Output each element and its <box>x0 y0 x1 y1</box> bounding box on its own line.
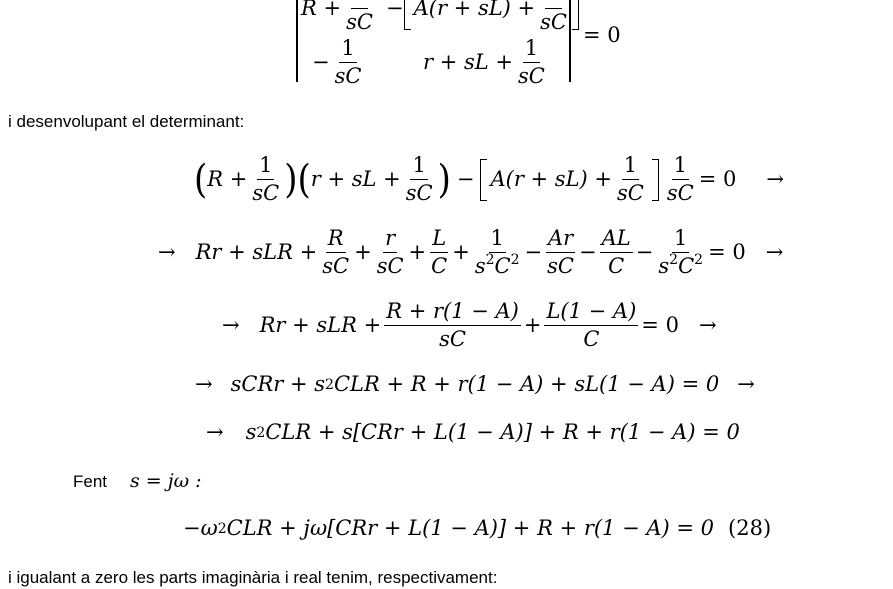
substitution-s-jw: s = jω : <box>130 470 202 492</box>
det-r1c1: R + sC <box>301 0 378 33</box>
label-fent: Fent <box>73 472 108 491</box>
det-r2c1: − $\frac{1}{sC}$ <box>312 36 362 88</box>
paragraph-desenvolupant: i desenvolupant el determinant: <box>8 112 245 131</box>
equation-expanded-5: → s 2 CLR + s[CRr + L(1 − A)] + R + r(1 − A) = 0 <box>206 420 740 444</box>
equation-expanded-4: → sCRr + s 2 CLR + R + r(1 − A) + sL(1 − A) = 0 → <box>195 372 755 396</box>
determinant-left-bar <box>296 0 298 82</box>
det-r1c2: − A(r + sL) + sC <box>386 0 582 33</box>
equation-expanded-1: ( R + $\frac{1}{sC}$ ) ( r + sL + $\frac{1}{sC}$ ) − A(r + sL) + $\frac{1}{sC}$ $\frac{1}{sC}$ = 0 → <box>194 153 784 205</box>
equation-28: −ω 2 CLR + jω[CRr + L(1 − A)] + R + r(1 − A) = 0 (28) <box>183 516 772 540</box>
equation-expanded-2: → Rr + sLR + $\frac{R}{sC}$ + $\frac{r}{sC}$ + $\frac{L}{C}$ + $\frac{1}{s^2C^2}$ − $\frac{Ar}{sC}$ − $\frac{AL}{C}$ − $\frac{1}{s^2C^2}$ = 0 → <box>158 226 784 278</box>
equation-expanded-3: → Rr + sLR + $\frac{R + r(1 - A)}{sC}$ + $\frac{L(1 - A)}{C}$ = 0 → <box>222 299 717 351</box>
equation-number: (28) <box>728 516 772 540</box>
det-r2c2: r + sL + $\frac{1}{sC}$ <box>423 36 545 88</box>
paragraph-igualant: i igualant a zero les parts imaginària i real tenim, respectivament: <box>8 568 498 587</box>
det-equals-zero: = 0 <box>583 23 621 47</box>
